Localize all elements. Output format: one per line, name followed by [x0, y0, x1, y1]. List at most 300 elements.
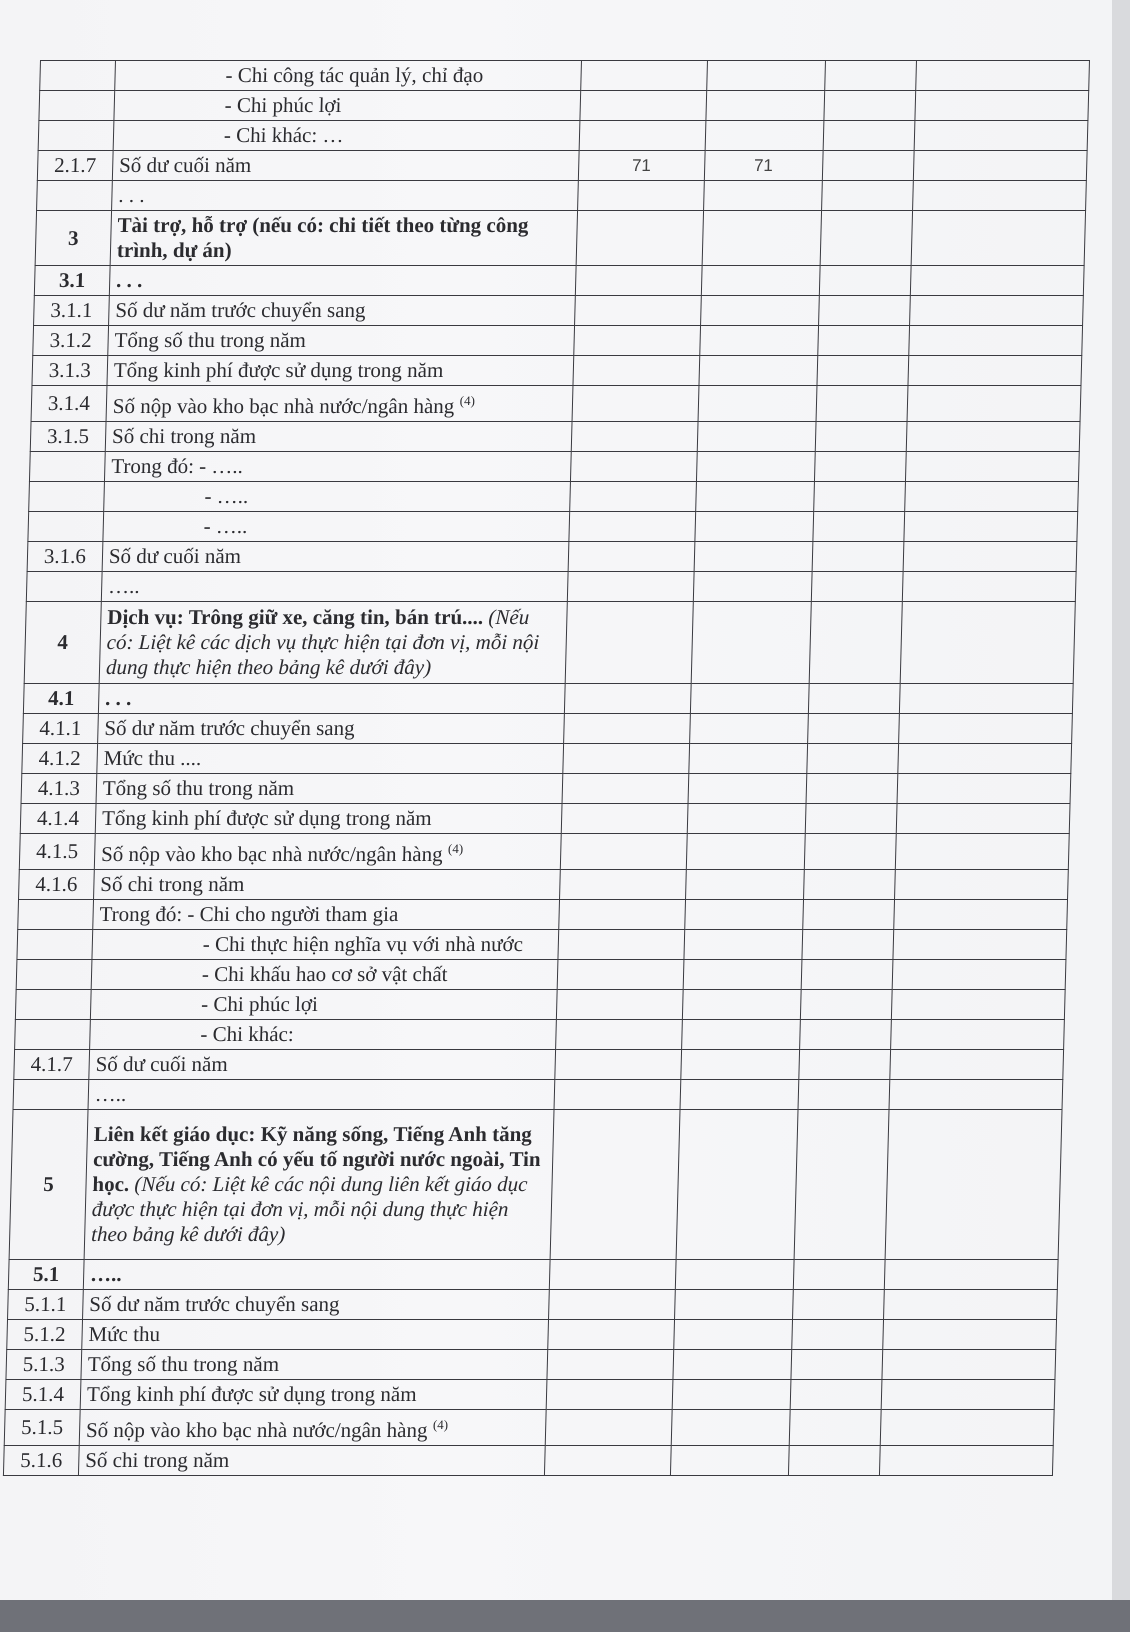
- description-text: - Chi khác: …: [223, 123, 344, 147]
- empty-cell: [883, 1290, 1057, 1320]
- row-number-cell: [15, 1020, 91, 1050]
- empty-cell: [812, 542, 904, 572]
- value-cell: [572, 386, 699, 422]
- empty-cell: [804, 834, 896, 870]
- footnote-marker: (4): [432, 1417, 449, 1432]
- table-row: [21, 774, 1071, 804]
- value-cell: [671, 1410, 790, 1446]
- value-cell: [685, 900, 804, 930]
- value-cell: [548, 1290, 675, 1320]
- empty-cell: [788, 1446, 880, 1476]
- empty-cell: [802, 900, 894, 930]
- value-cell: [701, 266, 820, 296]
- row-number-cell: 5.1.4: [5, 1380, 81, 1410]
- value-cell: [545, 1410, 672, 1446]
- empty-cell: [824, 61, 916, 91]
- description-text: - Chi khấu hao cơ sở vật chất: [201, 962, 448, 986]
- value-cell: [683, 960, 802, 990]
- row-description-cell: [83, 1260, 549, 1290]
- table-row: [34, 266, 1084, 296]
- table-row: [23, 714, 1073, 744]
- description-text: Số nộp vào kho bạc nhà nước/ngân hàng: [85, 1418, 428, 1442]
- description-text: - Chi công tác quản lý, chỉ đạo: [225, 63, 484, 87]
- description-text: Tổng số thu trong năm: [102, 776, 295, 800]
- empty-cell: [882, 1320, 1056, 1350]
- background-surface: [0, 1600, 1130, 1632]
- empty-cell: [905, 452, 1079, 482]
- empty-cell: [799, 1020, 891, 1050]
- row-number-cell: 3.1.5: [30, 422, 106, 452]
- description-text: Tổng kinh phí được sử dụng trong năm: [86, 1382, 417, 1406]
- value-cell: [691, 602, 811, 684]
- empty-cell: [823, 121, 915, 151]
- row-number-cell: 4: [24, 602, 101, 684]
- empty-cell: [885, 1110, 1062, 1260]
- description-text: Số dư năm trước chuyển sang: [104, 716, 355, 740]
- table-row: [8, 1290, 1058, 1320]
- row-number-cell: 5.1.1: [8, 1290, 84, 1320]
- empty-cell: [822, 151, 914, 181]
- empty-cell: [893, 930, 1067, 960]
- description-text: Tài trợ, hỗ trợ (nếu có: chi tiết theo từng công trình, dự án): [116, 213, 529, 262]
- row-number-cell: 4.1.4: [20, 804, 96, 834]
- row-description-cell: [80, 1380, 546, 1410]
- row-description-cell: [97, 744, 563, 774]
- table-row: [37, 181, 1087, 211]
- row-number-cell: 4.1.3: [21, 774, 97, 804]
- description-text: …..: [94, 1082, 127, 1106]
- empty-cell: [894, 870, 1068, 900]
- empty-cell: [805, 804, 897, 834]
- row-number-cell: 4.1.7: [14, 1050, 90, 1080]
- value-cell: [676, 1110, 798, 1260]
- empty-cell: [802, 930, 894, 960]
- value-cell: [681, 1020, 800, 1050]
- table-row: [24, 602, 1075, 684]
- row-description-cell: [113, 121, 579, 151]
- description-text: Mức thu ....: [103, 746, 202, 770]
- table-row: [3, 1446, 1053, 1476]
- row-description-cell: [98, 684, 564, 714]
- row-description-cell: [82, 1290, 548, 1320]
- description-text: Số dư cuối năm: [95, 1052, 229, 1076]
- empty-cell: [899, 684, 1073, 714]
- row-description-cell: [108, 326, 574, 356]
- description-text: Số dư năm trước chuyển sang: [89, 1292, 340, 1316]
- row-description-cell: [115, 61, 581, 91]
- row-number-cell: [15, 990, 91, 1020]
- empty-cell: [893, 900, 1067, 930]
- value-cell: [562, 744, 689, 774]
- empty-cell: [808, 684, 900, 714]
- row-number-cell: [16, 960, 92, 990]
- empty-cell: [815, 422, 907, 452]
- row-number-cell: 5.1.2: [7, 1320, 83, 1350]
- table-row: [40, 61, 1090, 91]
- row-description-cell: [104, 482, 570, 512]
- empty-cell: [908, 356, 1082, 386]
- value-cell: [560, 834, 687, 870]
- description-text: Tổng số thu trong năm: [87, 1352, 280, 1376]
- description-text: Tổng số thu trong năm: [114, 328, 307, 352]
- description-text: . . .: [118, 183, 145, 207]
- empty-cell: [891, 990, 1065, 1020]
- row-number-cell: 4.1.6: [19, 870, 95, 900]
- description-note: (Nếu có: Liệt kê các nội dung liên kết giáo dục được thực hiện tại đơn vị, mỗi nội dung thực hiện theo bảng kê dưới đây): [90, 1172, 528, 1246]
- row-number-cell: 3.1.2: [33, 326, 109, 356]
- value-cell: [554, 1050, 681, 1080]
- row-description-cell: [111, 181, 577, 211]
- description-text: …..: [89, 1262, 122, 1286]
- empty-cell: [890, 1020, 1064, 1050]
- value-cell: [575, 266, 702, 296]
- value-cell: [569, 482, 696, 512]
- row-number-cell: 2.1.7: [37, 151, 113, 181]
- description-text: - Chi khác:: [200, 1022, 295, 1046]
- table-row: [29, 452, 1079, 482]
- row-description-cell: [103, 512, 569, 542]
- value-cell: [685, 870, 804, 900]
- description-text: …..: [107, 574, 140, 598]
- value-cell: [700, 296, 819, 326]
- value-cell: [680, 1080, 799, 1110]
- value-cell: [549, 1260, 676, 1290]
- value-cell: [547, 1320, 674, 1350]
- empty-cell: [789, 1410, 881, 1446]
- empty-cell: [892, 960, 1066, 990]
- value-cell: [697, 422, 816, 452]
- value-cell: [563, 714, 690, 744]
- description-text: Số dư năm trước chuyển sang: [115, 298, 366, 322]
- row-description-cell: [90, 990, 556, 1020]
- empty-cell: [817, 326, 909, 356]
- description-text: Liên kết giáo dục: Kỹ năng sống, Tiếng Anh tăng cường, Tiếng Anh có yếu tố người nước ngoài, Tin học.: [92, 1122, 541, 1196]
- value-cell: [675, 1260, 794, 1290]
- row-number-cell: [18, 900, 94, 930]
- description-text: - Chi phúc lợi: [224, 93, 342, 117]
- value-cell: [689, 714, 808, 744]
- empty-cell: [817, 356, 909, 386]
- financial-report-table: [3, 60, 1090, 1476]
- description-text: . . .: [104, 686, 132, 710]
- empty-cell: [911, 211, 1086, 266]
- table-row: [39, 91, 1089, 121]
- row-number-cell: 3.1.4: [31, 386, 107, 422]
- value-cell: [570, 452, 697, 482]
- row-description-cell: [94, 834, 561, 870]
- value-cell: [681, 1050, 800, 1080]
- row-description-cell: [102, 542, 568, 572]
- table-row: [4, 1410, 1054, 1446]
- empty-cell: [792, 1290, 884, 1320]
- row-description-cell: [105, 422, 571, 452]
- empty-cell: [803, 870, 895, 900]
- row-number-cell: [39, 91, 115, 121]
- description-text: Số nộp vào kho bạc nhà nước/ngân hàng: [112, 394, 455, 418]
- empty-cell: [903, 512, 1077, 542]
- description-text: Tổng kinh phí được sử dụng trong năm: [113, 358, 444, 382]
- row-number-cell: 3: [35, 211, 111, 266]
- empty-cell: [907, 386, 1081, 422]
- value-cell: [693, 572, 812, 602]
- row-number-cell: [28, 512, 104, 542]
- row-number-cell: 5.1: [8, 1260, 84, 1290]
- row-number-cell: [26, 572, 102, 602]
- value-cell: [707, 61, 826, 91]
- empty-cell: [801, 960, 893, 990]
- value-cell: [580, 61, 707, 91]
- table-row: [17, 930, 1067, 960]
- description-text: - Chi phúc lợi: [200, 992, 319, 1016]
- table-body: [3, 61, 1089, 1476]
- empty-cell: [882, 1350, 1056, 1380]
- value-cell: [700, 326, 819, 356]
- empty-cell: [809, 602, 902, 684]
- table-row: [7, 1320, 1057, 1350]
- value-cell: [557, 930, 684, 960]
- description-text: - …..: [203, 514, 248, 538]
- row-description-cell: [84, 1110, 554, 1260]
- row-description-cell: [78, 1446, 544, 1476]
- row-number-cell: 3.1: [34, 266, 110, 296]
- row-description-cell: [93, 870, 559, 900]
- row-number-cell: 4.1.5: [19, 834, 95, 870]
- row-description-cell: [99, 602, 567, 684]
- value-cell: [550, 1110, 680, 1260]
- description-text: Số dư cuối năm: [108, 544, 242, 568]
- table-row: [5, 1380, 1055, 1410]
- row-description-cell: [106, 386, 573, 422]
- empty-cell: [813, 482, 905, 512]
- empty-cell: [904, 482, 1078, 512]
- row-description-cell: [109, 266, 575, 296]
- row-number-cell: 5.1.3: [6, 1350, 82, 1380]
- description-text: - Chi thực hiện nghĩa vụ với nhà nước: [202, 932, 524, 956]
- value-cell: [562, 774, 689, 804]
- row-number-cell: 4.1.1: [23, 714, 99, 744]
- empty-cell: [812, 512, 904, 542]
- row-description-cell: [92, 930, 558, 960]
- value-cell: [559, 870, 686, 900]
- table-row: [14, 1050, 1064, 1080]
- value-cell: [565, 602, 693, 684]
- value-cell: [561, 804, 688, 834]
- row-number-cell: 5.1.6: [3, 1446, 79, 1476]
- empty-cell: [908, 326, 1082, 356]
- table-row: [29, 482, 1079, 512]
- value-cell: 71: [578, 151, 705, 181]
- description-text: Mức thu: [88, 1322, 161, 1346]
- table-row: [35, 211, 1085, 266]
- row-description-cell: [96, 774, 562, 804]
- empty-cell: [900, 602, 1076, 684]
- value-cell: [567, 572, 694, 602]
- value-cell: [695, 512, 814, 542]
- empty-cell: [820, 211, 912, 266]
- value-cell: [673, 1350, 792, 1380]
- table-row: [8, 1260, 1058, 1290]
- value-cell: [557, 960, 684, 990]
- value-cell: [554, 1080, 681, 1110]
- table-row: [30, 422, 1080, 452]
- row-number-cell: 4.1.2: [22, 744, 98, 774]
- table-row: [19, 834, 1069, 870]
- empty-cell: [806, 774, 898, 804]
- row-number-cell: 5.1.5: [4, 1410, 80, 1446]
- row-description-cell: [95, 804, 561, 834]
- value-cell: [546, 1380, 673, 1410]
- table-row: [26, 572, 1076, 602]
- row-number-cell: 4.1: [23, 684, 99, 714]
- table-row: [27, 542, 1077, 572]
- value-cell: [579, 121, 706, 151]
- empty-cell: [913, 151, 1087, 181]
- row-description-cell: [90, 1020, 556, 1050]
- empty-cell: [816, 386, 908, 422]
- value-cell: [568, 512, 695, 542]
- empty-cell: [898, 714, 1072, 744]
- table-row: [34, 296, 1084, 326]
- value-cell: [573, 356, 700, 386]
- table-row: [22, 744, 1072, 774]
- description-text: Dịch vụ: Trông giữ xe, căng tin, bán trú....: [107, 605, 484, 629]
- table-row: [16, 960, 1066, 990]
- row-description-cell: [108, 296, 574, 326]
- empty-cell: [818, 296, 910, 326]
- value-cell: [568, 542, 695, 572]
- page-edge: [1112, 0, 1130, 1600]
- row-description-cell: [91, 960, 557, 990]
- value-cell: [573, 326, 700, 356]
- empty-cell: [806, 744, 898, 774]
- value-cell: [702, 211, 821, 266]
- empty-cell: [902, 572, 1076, 602]
- empty-cell: [910, 266, 1084, 296]
- value-cell: [703, 181, 822, 211]
- row-description-cell: [81, 1350, 547, 1380]
- row-number-cell: 3.1.6: [27, 542, 103, 572]
- empty-cell: [821, 181, 913, 211]
- row-number-cell: [29, 482, 105, 512]
- value-cell: [699, 356, 818, 386]
- empty-cell: [909, 296, 1083, 326]
- description-text: . . .: [115, 268, 143, 292]
- footnote-marker: (4): [447, 841, 464, 856]
- value-cell: [689, 744, 808, 774]
- description-text: Số chi trong năm: [111, 424, 257, 448]
- value-cell: [556, 990, 683, 1020]
- description-text: Số chi trong năm: [84, 1448, 230, 1472]
- value-cell: [579, 91, 706, 121]
- empty-cell: [903, 542, 1077, 572]
- table-row: [18, 900, 1068, 930]
- value-cell: [682, 990, 801, 1020]
- empty-cell: [889, 1080, 1063, 1110]
- row-number-cell: 3.1.1: [34, 296, 110, 326]
- empty-cell: [798, 1080, 890, 1110]
- value-cell: [571, 422, 698, 452]
- value-cell: [674, 1290, 793, 1320]
- value-cell: [694, 542, 813, 572]
- description-text: Số dư cuối năm: [118, 153, 252, 177]
- empty-cell: [889, 1050, 1063, 1080]
- value-cell: [546, 1350, 673, 1380]
- row-number-cell: [37, 181, 113, 211]
- row-number-cell: [29, 452, 105, 482]
- value-cell: [706, 91, 825, 121]
- table-row: [20, 804, 1070, 834]
- row-description-cell: [104, 452, 570, 482]
- table-row: [15, 990, 1065, 1020]
- row-number-cell: [38, 121, 114, 151]
- row-number-cell: [17, 930, 93, 960]
- empty-cell: [791, 1350, 883, 1380]
- table-row: [9, 1110, 1062, 1260]
- row-description-cell: [79, 1410, 546, 1446]
- row-description-cell: [107, 356, 573, 386]
- value-cell: [577, 181, 704, 211]
- empty-cell: [807, 714, 899, 744]
- table-row: [15, 1020, 1065, 1050]
- empty-cell: [896, 804, 1070, 834]
- value-cell: [674, 1320, 793, 1350]
- table-row: [6, 1350, 1056, 1380]
- empty-cell: [798, 1050, 890, 1080]
- empty-cell: [790, 1380, 882, 1410]
- empty-cell: [912, 181, 1086, 211]
- empty-cell: [793, 1260, 885, 1290]
- description-text: Trong đó: - …..: [110, 454, 244, 478]
- description-note: (Nếu có: Liệt kê các dịch vụ thực hiện tại đơn vị, mỗi nội dung thực hiện theo bảng kê dưới đây): [105, 605, 540, 679]
- row-description-cell: [93, 900, 559, 930]
- value-cell: [687, 804, 806, 834]
- empty-cell: [880, 1410, 1054, 1446]
- table-row: [38, 121, 1088, 151]
- row-description-cell: [98, 714, 564, 744]
- description-text: Trong đó: - Chi cho người tham gia: [99, 902, 399, 926]
- value-cell: [690, 684, 809, 714]
- empty-cell: [811, 572, 903, 602]
- row-description-cell: [89, 1050, 555, 1080]
- row-number-cell: 3.1.3: [32, 356, 108, 386]
- value-cell: [576, 211, 704, 266]
- row-description-cell: [82, 1320, 548, 1350]
- empty-cell: [906, 422, 1080, 452]
- table-row: [19, 870, 1069, 900]
- table-row: [23, 684, 1073, 714]
- value-cell: [544, 1446, 671, 1476]
- table-row: [28, 512, 1078, 542]
- row-description-cell: [114, 91, 580, 121]
- value-cell: [698, 386, 817, 422]
- row-number-cell: [13, 1080, 89, 1110]
- value-cell: [705, 121, 824, 151]
- value-cell: [672, 1380, 791, 1410]
- row-number-cell: 5: [9, 1110, 88, 1260]
- table-row: [32, 356, 1082, 386]
- empty-cell: [879, 1446, 1053, 1476]
- value-cell: [696, 482, 815, 512]
- row-description-cell: [110, 211, 577, 266]
- empty-cell: [914, 121, 1088, 151]
- row-description-cell: [88, 1080, 554, 1110]
- empty-cell: [881, 1380, 1055, 1410]
- empty-cell: [791, 1320, 883, 1350]
- row-description-cell: [112, 151, 578, 181]
- empty-cell: [800, 990, 892, 1020]
- table-row: [37, 151, 1087, 181]
- table-row: [33, 326, 1083, 356]
